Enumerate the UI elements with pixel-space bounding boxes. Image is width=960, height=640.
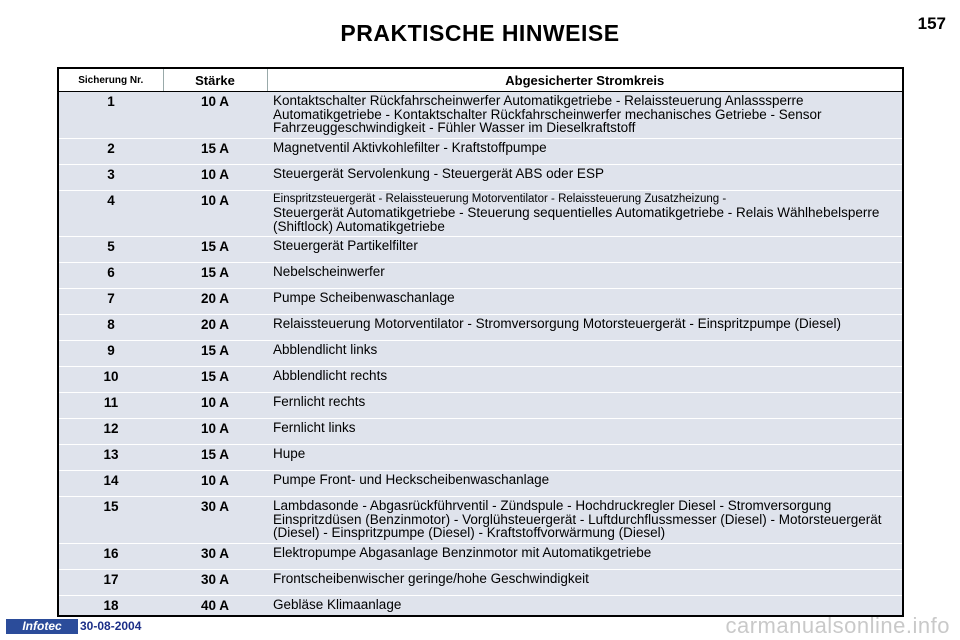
fuse-circuit bbox=[267, 190, 902, 237]
fuse-circuit: Pumpe Scheibenwaschanlage bbox=[267, 289, 902, 315]
fuse-rating: 30 A bbox=[163, 497, 267, 544]
table-row bbox=[59, 138, 902, 164]
table-row bbox=[59, 164, 902, 190]
table-row bbox=[59, 190, 902, 237]
fuse-number: 18 bbox=[59, 595, 163, 617]
table-row bbox=[59, 497, 902, 544]
fuse-circuit: Magnetventil Aktivkohlefilter - Kraftstoffpumpe bbox=[267, 138, 902, 164]
fuse-number: 13 bbox=[59, 445, 163, 471]
fuse-circuit: Gebläse Klimaanlage bbox=[267, 595, 902, 617]
table-header-row bbox=[59, 69, 902, 92]
table-row bbox=[59, 315, 902, 341]
fuse-circuit: Fernlicht rechts bbox=[267, 393, 902, 419]
fuse-number: 10 bbox=[59, 367, 163, 393]
fuse-circuit: Steuergerät Servolenkung - Steuergerät ABS oder ESP bbox=[267, 164, 902, 190]
fuse-number: 14 bbox=[59, 471, 163, 497]
fuse-circuit: Nebelscheinwerfer bbox=[267, 263, 902, 289]
fuse-number: 3 bbox=[59, 164, 163, 190]
fuse-number: 12 bbox=[59, 419, 163, 445]
fuse-number: 11 bbox=[59, 393, 163, 419]
table-row bbox=[59, 445, 902, 471]
fuse-rating: 15 A bbox=[163, 138, 267, 164]
fuse-number: 16 bbox=[59, 543, 163, 569]
fuse-circuit: Frontscheibenwischer geringe/hohe Geschwindigkeit bbox=[267, 569, 902, 595]
fuse-number: 5 bbox=[59, 237, 163, 263]
fuse-rating: 20 A bbox=[163, 289, 267, 315]
fuse-number: 17 bbox=[59, 569, 163, 595]
fuse-circuit-line: Einspritzsteuergerät - Relaissteuerung Motorventilator - Relaissteuerung Zusatzheizung - bbox=[273, 192, 727, 205]
fuse-circuit: Abblendlicht links bbox=[267, 341, 902, 367]
fuse-circuit: Lambdasonde - Abgasrückführventil - Zündspule - Hochdruckregler Diesel - Stromversorgung Einspritzdüsen (Benzinmotor) - Vorglühsteuergerät - Luftdurchflussmesser (Diesel) - Motorsteuergerät (Diesel) - Einspritzpumpe (Diesel) - Kraftstoffvorwärmung (Diesel) bbox=[267, 497, 902, 544]
fuse-rating: 10 A bbox=[163, 92, 267, 139]
page-number: 157 bbox=[917, 14, 946, 33]
fuse-rating: 40 A bbox=[163, 595, 267, 617]
fuse-rating: 15 A bbox=[163, 445, 267, 471]
fuse-circuit: Elektropumpe Abgasanlage Benzinmotor mit Automatikgetriebe bbox=[267, 543, 902, 569]
column-header-circuit: Abgesicherter Stromkreis bbox=[267, 69, 902, 92]
table-row bbox=[59, 393, 902, 419]
fuse-rating: 10 A bbox=[163, 190, 267, 237]
fuse-circuit: Fernlicht links bbox=[267, 419, 902, 445]
footer-date: 30-08-2004 bbox=[80, 619, 142, 633]
table-row bbox=[59, 263, 902, 289]
fuse-rating: 15 A bbox=[163, 263, 267, 289]
fuse-rating: 10 A bbox=[163, 419, 267, 445]
fuse-circuit: Abblendlicht rechts bbox=[267, 367, 902, 393]
table-row bbox=[59, 471, 902, 497]
table-row bbox=[59, 543, 902, 569]
table-row bbox=[59, 289, 902, 315]
fuse-rating: 10 A bbox=[163, 393, 267, 419]
fuse-rating: 20 A bbox=[163, 315, 267, 341]
fuse-circuit: Hupe bbox=[267, 445, 902, 471]
fuse-rating: 15 A bbox=[163, 367, 267, 393]
fuse-number: 7 bbox=[59, 289, 163, 315]
table-row bbox=[59, 569, 902, 595]
page-title: PRAKTISCHE HINWEISE bbox=[340, 20, 620, 46]
watermark: carmanualsonline.info bbox=[725, 613, 950, 638]
table-row bbox=[59, 92, 902, 139]
fuse-number: 1 bbox=[59, 92, 163, 139]
fuse-rating: 10 A bbox=[163, 471, 267, 497]
fuse-number: 2 bbox=[59, 138, 163, 164]
fuse-table bbox=[57, 67, 904, 617]
fuse-rating: 10 A bbox=[163, 164, 267, 190]
fuse-rating: 15 A bbox=[163, 237, 267, 263]
fuse-number: 15 bbox=[59, 497, 163, 544]
column-header-rating: Stärke bbox=[163, 69, 267, 92]
fuse-circuit: Pumpe Front- und Heckscheibenwaschanlage bbox=[267, 471, 902, 497]
table-row bbox=[59, 367, 902, 393]
fuse-number: 8 bbox=[59, 315, 163, 341]
fuse-circuit: Kontaktschalter Rückfahrscheinwerfer Automatikgetriebe - Relaissteuerung Anlasssperre Automatikgetriebe - Kontaktschalter Rückfahrscheinwerfer mechanisches Getriebe - Sensor Fahrzeuggeschwindigkeit - Fühler Wasser im Dieselkraftstoff bbox=[267, 92, 902, 139]
fuse-rating: 30 A bbox=[163, 543, 267, 569]
fuse-circuit-line: Steuergerät Automatikgetriebe - Steuerung sequentielles Automatikgetriebe - Relais Wählhebelsperre (Shiftlock) Automatikgetriebe bbox=[273, 205, 880, 234]
column-header-fuse-nr: Sicherung Nr. bbox=[59, 69, 163, 92]
fuse-circuit: Steuergerät Partikelfilter bbox=[267, 237, 902, 263]
table-row bbox=[59, 419, 902, 445]
fuse-rating: 30 A bbox=[163, 569, 267, 595]
fuse-number: 4 bbox=[59, 190, 163, 237]
fuse-number: 6 bbox=[59, 263, 163, 289]
fuse-circuit: Relaissteuerung Motorventilator - Stromversorgung Motorsteuergerät - Einspritzpumpe (Diesel) bbox=[267, 315, 902, 341]
fuse-rating: 15 A bbox=[163, 341, 267, 367]
infotec-logo: Infotec bbox=[6, 619, 78, 634]
fuse-number: 9 bbox=[59, 341, 163, 367]
table-row bbox=[59, 237, 902, 263]
table-row bbox=[59, 341, 902, 367]
